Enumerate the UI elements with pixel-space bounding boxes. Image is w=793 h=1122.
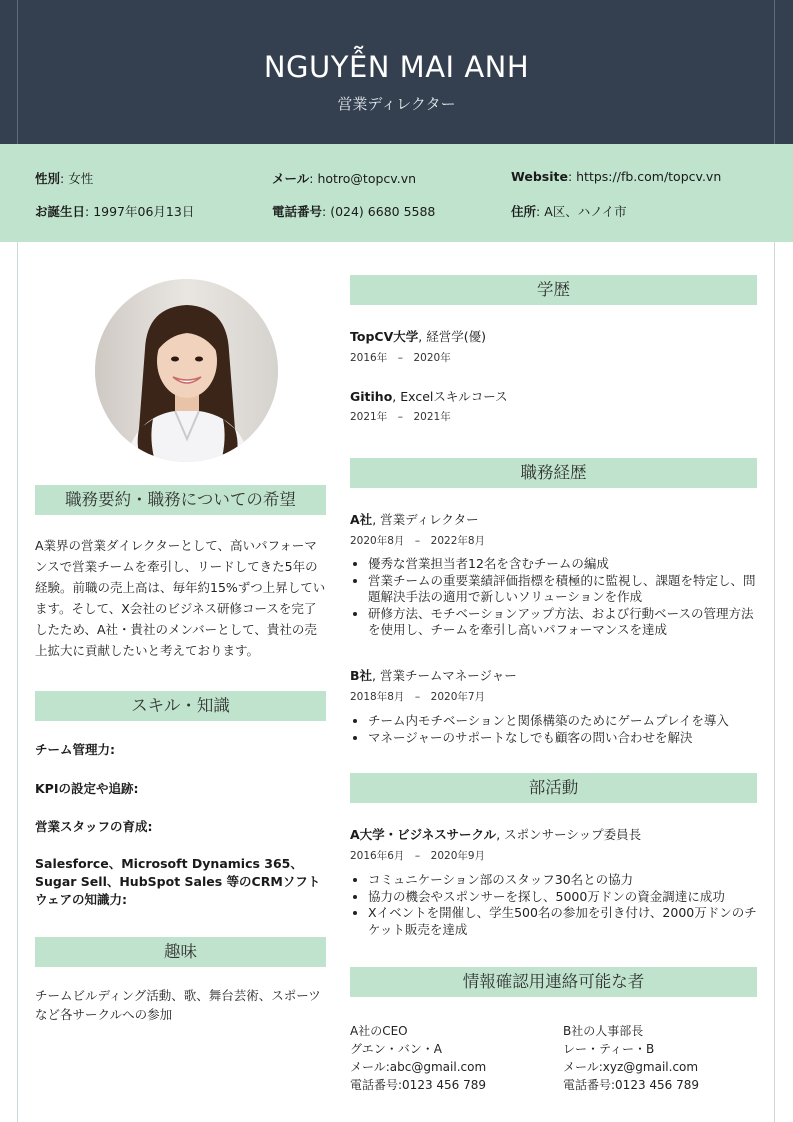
skill-item: KPIの設定や追跡: — [35, 781, 139, 796]
reference-email: メール:xyz@gmail.com — [563, 1060, 699, 1074]
experience-bullet-list — [350, 713, 757, 746]
experience-entry-title: B社, 営業チームマネージャー — [350, 668, 517, 683]
experience-bullet-list — [350, 556, 757, 639]
education-entry-title: TopCV大学, 経営学(優) — [350, 329, 486, 344]
hobbies-text: チームビルディング活動、歌、舞台芸術、スポーツなど各サークルへの参加 — [35, 988, 321, 1022]
experience-entry-date: 2020年8月 – 2022年8月 — [350, 535, 486, 547]
resume-header — [0, 0, 793, 144]
reference-email: メール:abc@gmail.com — [350, 1060, 487, 1074]
activity-bullet-list — [350, 872, 757, 938]
list-item: • 研修方法、モチベーションアップ方法、および行動ベースの管理方法を使用し、チームを牽引し高いパフォーマンスを達成 — [368, 606, 757, 639]
experience-entry-title: A社, 営業ディレクター — [350, 512, 479, 527]
list-item: • 営業チームの重要業績評価指標を積極的に監視し、課題を特定し、問題解決手法の適用で新しいソリューションを作成 — [368, 573, 757, 606]
education-entry-date: 2021年 – 2021年 — [350, 411, 451, 423]
profile-photo-illustration — [95, 279, 278, 462]
reference-company: B社の人事部長 — [563, 1024, 644, 1038]
list-item: • Xイベントを開催し、学生500名の参加を引き付け、2000万ドンのチケット販売を達成 — [368, 905, 757, 938]
profile-photo — [95, 279, 278, 462]
reference-name: レー・ティー・B — [563, 1042, 655, 1056]
personal-info-band — [0, 144, 793, 242]
address-info: 住所: A区、ハノイ市 — [511, 204, 627, 219]
activity-entry-date: 2016年6月 – 2020年9月 — [350, 850, 486, 862]
reference-name: グエン・バン・A — [350, 1042, 442, 1056]
activities-heading: 部活動 — [350, 773, 757, 803]
hobbies-heading: 趣味 — [35, 937, 326, 967]
reference-contact — [563, 1022, 763, 1094]
summary-heading: 職務要約・職務についての希望 — [35, 485, 326, 515]
skills-heading: スキル・知識 — [35, 691, 326, 721]
list-item: • 優秀な営業担当者12名を含むチームの編成 — [368, 556, 757, 573]
reference-phone: 電話番号:0123 456 789 — [350, 1078, 487, 1092]
skill-item: チーム管理力: — [35, 742, 115, 757]
candidate-name: NGUYỄN MAI ANH — [263, 50, 530, 84]
website-info: Website: https://fb.com/topcv.vn — [511, 169, 722, 184]
reference-company: A社のCEO — [350, 1024, 408, 1038]
education-entry-date: 2016年 – 2020年 — [350, 352, 451, 364]
references-heading: 情報確認用連絡可能な者 — [350, 967, 757, 997]
list-item: • コミュニケーション部のスタッフ30名との協力 — [368, 872, 757, 889]
email-info: メール: hotro@topcv.vn — [272, 171, 417, 186]
education-entry-title: Gitiho, Excelスキルコース — [350, 389, 508, 404]
list-item: • チーム内モチベーションと関係構築のためにゲームプレイを導入 — [368, 713, 757, 730]
activity-entry-title: A大学・ビジネスサークル, スポンサーシップ委員長 — [350, 827, 642, 842]
skill-item: 営業スタッフの育成: — [35, 819, 153, 834]
gender-info: 性別: 女性 — [35, 171, 94, 186]
list-item: • マネージャーのサポートなしでも顧客の問い合わせを解決 — [368, 730, 757, 747]
job-title: 営業ディレクター — [337, 95, 456, 113]
reference-contact — [350, 1022, 550, 1094]
education-heading: 学歴 — [350, 275, 757, 305]
birthday-info: お誕生日: 1997年06月13日 — [35, 204, 195, 219]
skill-item: Salesforce、Microsoft Dynamics 365、Sugar Sell、HubSpot Sales 等のCRMソフトウェアの知識力: — [35, 856, 321, 907]
phone-info: 電話番号: (024) 6680 5588 — [272, 204, 436, 219]
summary-text: A業界の営業ダイレクターとして、高いパフォーマンスで営業チームを牽引し、リードしてきた5年の経験。前職の売上高は、毎年約15%ずつ上昇しています。そして、X会社のビジネス研修コースを完了したため、A社・貴社のメンバーとして、貴社の売上拡大に貢献したいと考えております。 — [35, 538, 326, 658]
reference-phone: 電話番号:0123 456 789 — [563, 1078, 700, 1092]
list-item: • 協力の機会やスポンサーを探し、5000万ドンの資金調達に成功 — [368, 889, 757, 906]
experience-heading: 職務経歴 — [350, 458, 757, 488]
experience-entry-date: 2018年8月 – 2020年7月 — [350, 691, 486, 703]
